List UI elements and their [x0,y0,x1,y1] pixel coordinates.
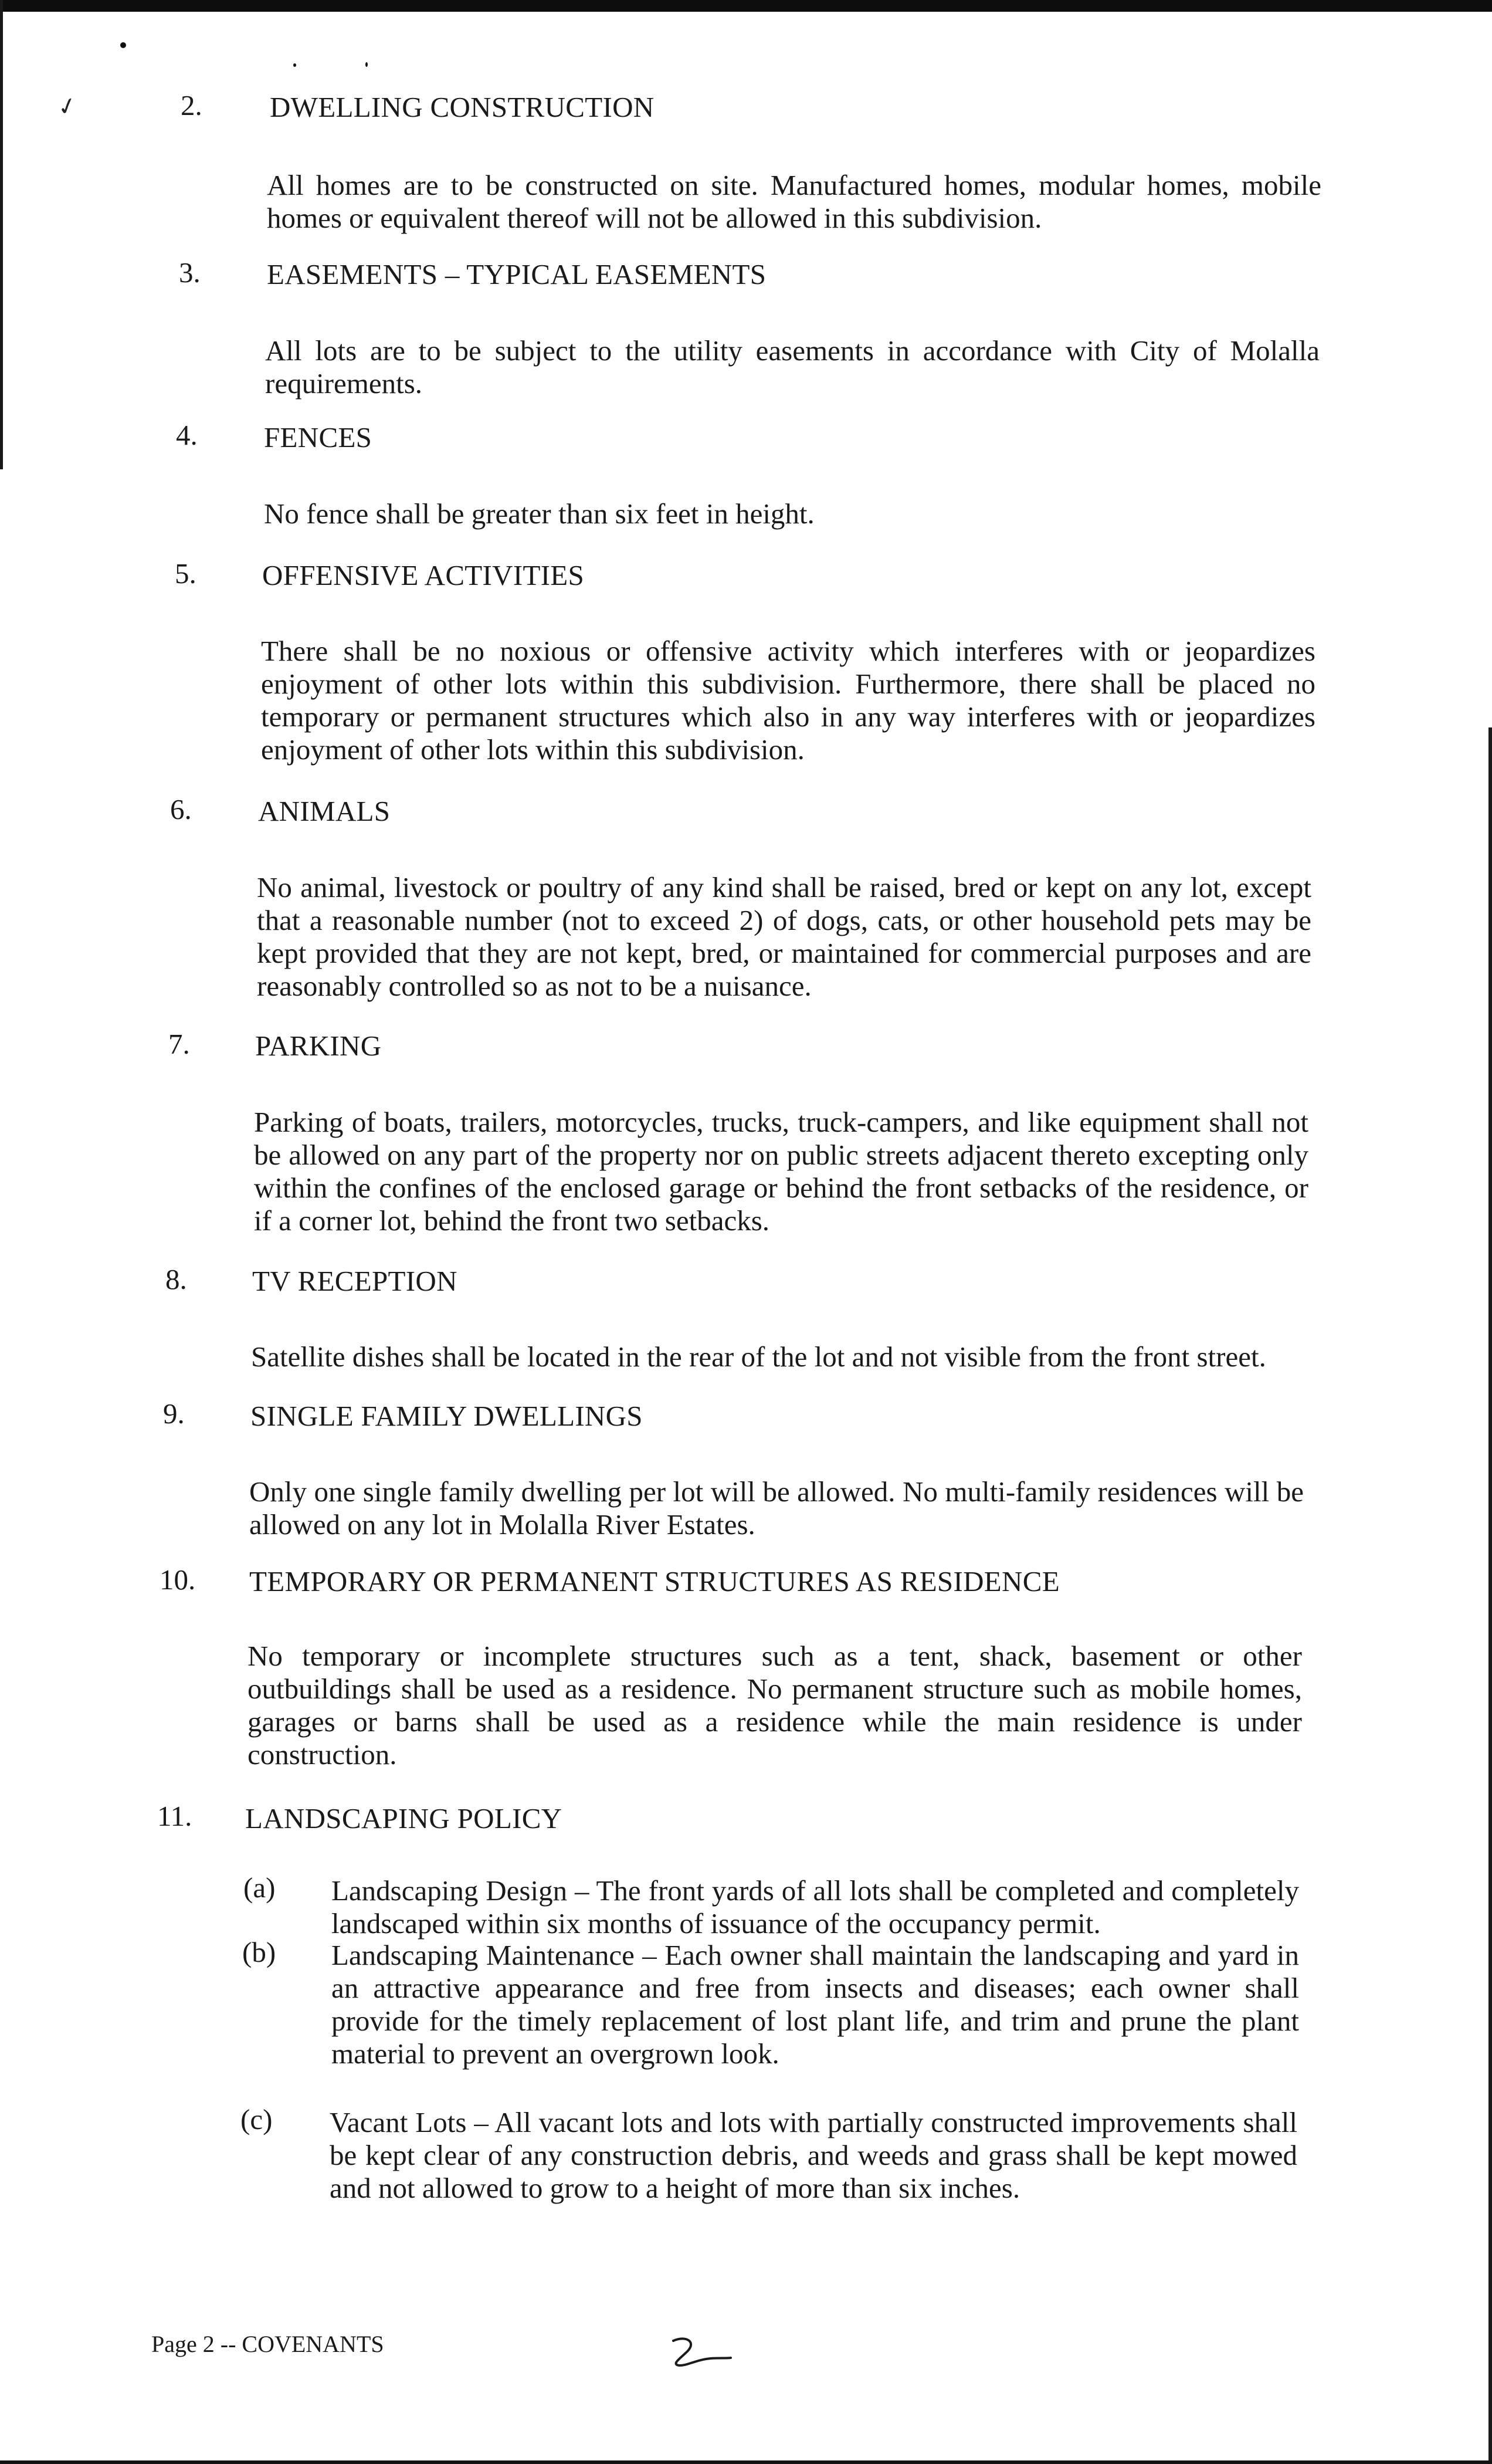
scan-edge-bottom [0,2460,1492,2464]
section-heading: DWELLING CONSTRUCTION [270,91,655,123]
section-number: 5. [175,557,196,590]
scan-edge-right [1488,727,1492,2464]
section-heading: PARKING [255,1030,382,1062]
section-body: Only one single family dwelling per lot will be allowed. No multi-family residences will be allowed on any lot in Molalla River Estates. [249,1475,1304,1541]
section-number: 8. [165,1263,187,1295]
section-heading: TEMPORARY OR PERMANENT STRUCTURES AS RESIDENCE [249,1565,1060,1597]
section-heading: TV RECEPTION [252,1265,457,1297]
check-mark-icon: ✓ [54,91,80,122]
section-heading: LANDSCAPING POLICY [245,1802,562,1835]
section-body: Satellite dishes shall be located in the rear of the lot and not visible from the front street. [251,1341,1266,1373]
subitem-text: Landscaping Maintenance – Each owner shall maintain the landscaping and yard in an attractive appearance and free from insects and diseases; each owner shall provide for the timely replacement of lost plant life, and trim and prune the plant material to prevent an overgrown look. [331,1939,1299,2070]
section-body: All homes are to be constructed on site. Manufactured homes, modular homes, mobile homes or equivalent thereof will not be allowed in this subdivision. [267,169,1321,234]
section-heading: OFFENSIVE ACTIVITIES [262,559,585,591]
section-body: All lots are to be subject to the utility easements in accordance with City of Molalla requirements. [265,334,1320,400]
scan-speck [120,42,126,48]
section-body: No temporary or incomplete structures such as a tent, shack, basement or other outbuildings shall be used as a residence. No permanent structure such as mobile homes, garages or barns shall be used as a residence while the main residence is under construction. [247,1640,1302,1771]
section-body: There shall be no noxious or offensive activity which interferes with or jeopardizes enjoyment of other lots within this subdivision. Furthermore, there shall be placed no temporary or permanent structures which also in any way interferes with or jeopardizes enjoyment of other lots within this subdivision. [261,635,1315,766]
page-footer: Page 2 -- COVENANTS [151,2331,384,2357]
scan-edge-left [0,0,3,469]
handwritten-page-number [663,2334,733,2369]
subitem-letter: (b) [242,1936,276,1968]
section-heading: ANIMALS [258,795,391,827]
subitem-text: Vacant Lots – All vacant lots and lots with partially constructed improvements shall be kept clear of any construction debris, and weeds and grass shall be kept mowed and not allowed to grow to a height of more than six inches. [330,2106,1297,2204]
section-number: 6. [170,793,192,825]
section-body: No fence shall be greater than six feet in height. [264,497,815,530]
section-number: 2. [181,89,202,121]
scan-speck [293,63,296,67]
subitem-letter: (c) [240,2103,273,2135]
section-body: No animal, livestock or poultry of any kind shall be raised, bred or kept on any lot, except that a reasonable number (not to exceed 2) of dogs, cats, or other household pets may be kept provided that they are not kept, bred, or maintained for commercial purposes and are reasonably controlled so as not to be a nuisance. [257,871,1311,1002]
section-number: 11. [157,1800,192,1832]
section-body: Parking of boats, trailers, motorcycles, trucks, truck-campers, and like equipment shall not be allowed on any part of the property nor on public streets adjacent thereto excepting only within the confines of the enclosed garage or behind the front setbacks of the residence, or if a corner lot, behind the front two setbacks. [254,1106,1308,1237]
section-number: 10. [160,1563,196,1596]
scan-speck [365,62,368,67]
section-heading: FENCES [264,421,372,453]
subitem-text: Landscaping Design – The front yards of all lots shall be completed and completely landscaped within six months of issuance of the occupancy permit. [331,1874,1299,1940]
scan-edge-top [0,0,1492,12]
section-heading: EASEMENTS – TYPICAL EASEMENTS [267,258,767,290]
subitem-letter: (a) [243,1871,276,1904]
section-number: 9. [163,1397,185,1430]
section-number: 4. [176,419,198,451]
section-number: 3. [179,256,201,289]
section-heading: SINGLE FAMILY DWELLINGS [250,1400,643,1432]
section-number: 7. [168,1028,190,1060]
